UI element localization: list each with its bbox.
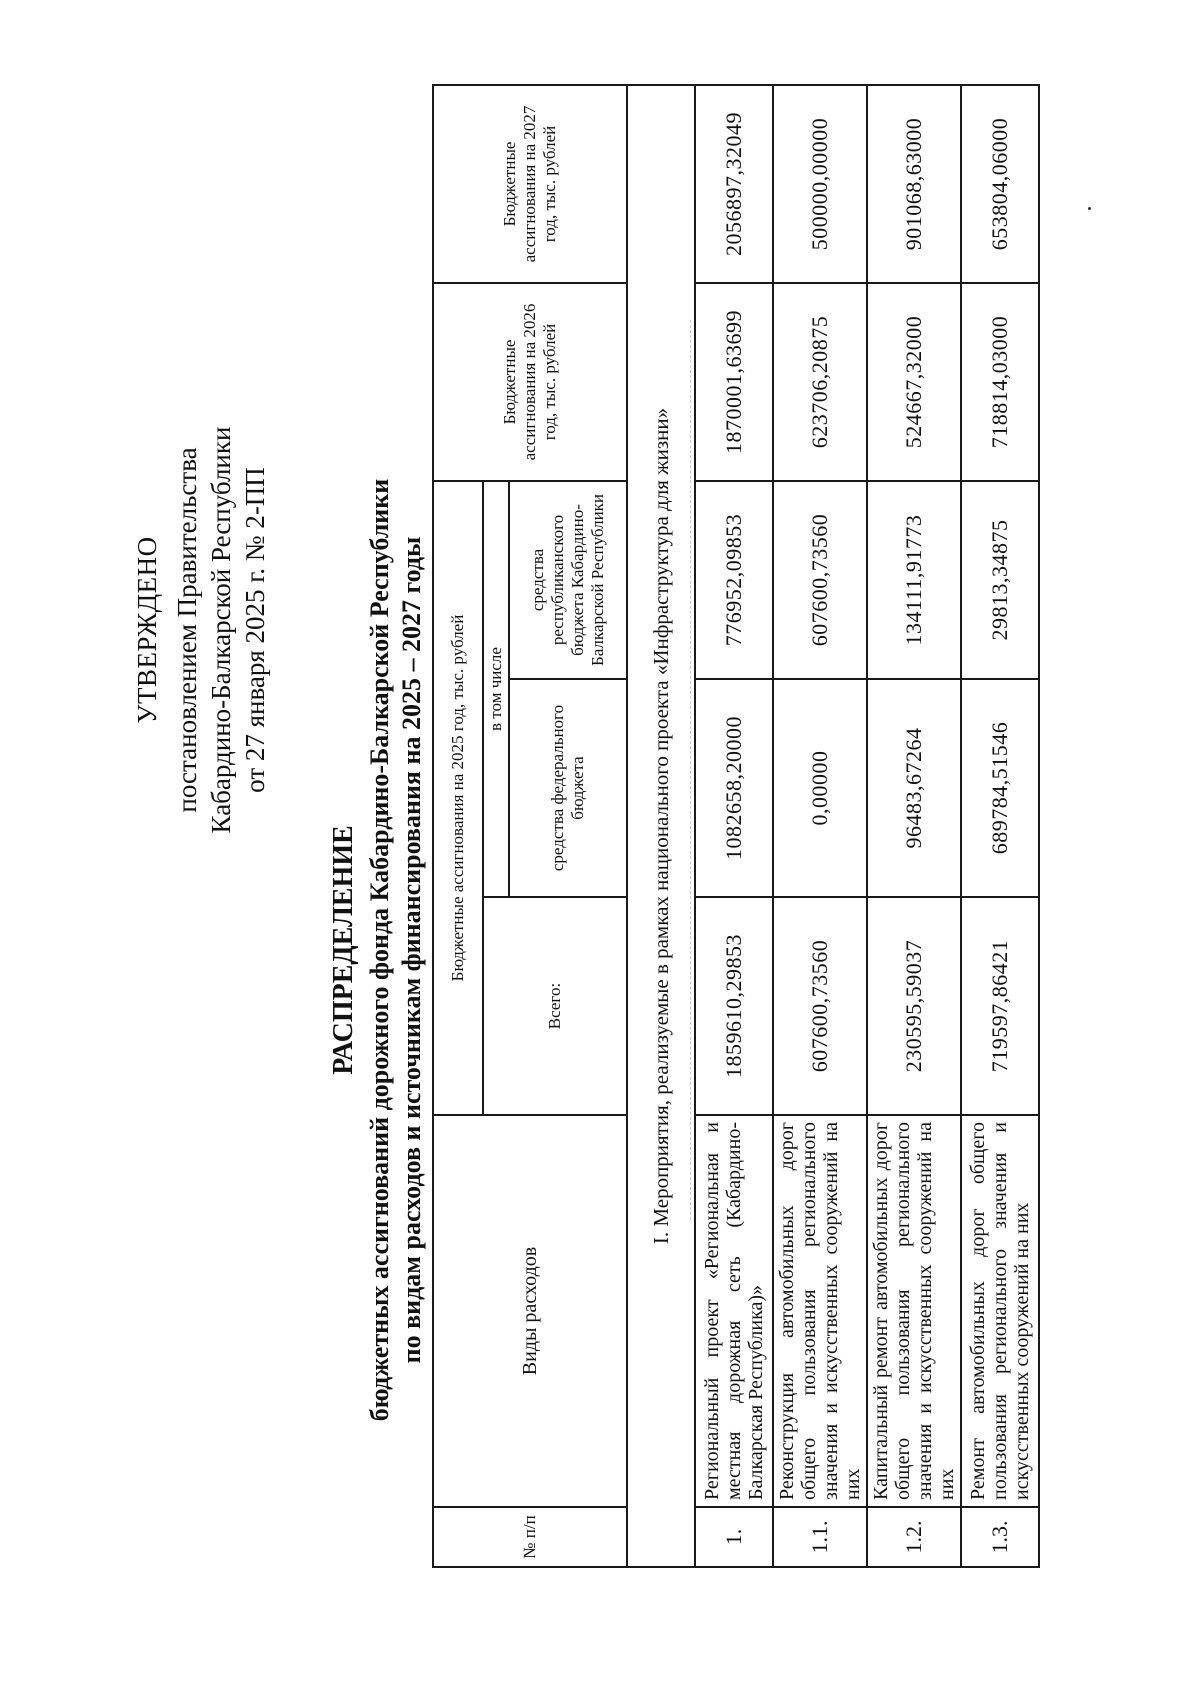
scan-speck — [1088, 207, 1091, 210]
row-total: 1859610,29853 — [695, 897, 773, 1115]
row-num: 1.3. — [961, 1507, 1039, 1567]
row-2027: 653804,06000 — [961, 85, 1039, 283]
row-total: 230595,59037 — [867, 897, 961, 1115]
row-kind: Капитальный ремонт автомобильных дорог общего пользования регионального значения и искусственных сооружений на них — [867, 1115, 961, 1507]
row-kind: Реконструкция автомобильных дорог общего пользования регионального значения и искусственных сооружений на них — [773, 1115, 867, 1507]
header-federal: средства федерального бюджета — [509, 679, 627, 897]
row-federal: 1082658,20000 — [695, 679, 773, 897]
row-republic: 776952,09853 — [695, 481, 773, 679]
row-federal: 689784,51546 — [961, 679, 1039, 897]
table-row — [867, 85, 961, 1567]
header-budget-2026: Бюджетные ассигнования на 2026 год, тыс. рублей — [433, 283, 627, 481]
budget-table — [432, 84, 1040, 1568]
row-kind: Региональный проект «Региональная и местная дорожная сеть (Кабардино-Балкарская Республика)» — [695, 1115, 773, 1507]
table-row — [961, 85, 1039, 1567]
header-republic: средства республиканского бюджета Кабардино-Балкарской Республики — [509, 481, 627, 679]
row-num: 1.1. — [773, 1507, 867, 1567]
row-total: 607600,73560 — [773, 897, 867, 1115]
row-2026: 623706,20875 — [773, 283, 867, 481]
title-main: РАСПРЕДЕЛЕНИЕ — [328, 825, 359, 1075]
approval-line-1: постановлением Правительства — [172, 447, 202, 813]
document-title — [328, 300, 428, 1600]
title-line-2: по видам расходов и источникам финансирования на 2025 – 2027 годы — [397, 536, 426, 1364]
approval-line-3: от 27 января 2025 г. № 2-ПП — [240, 467, 270, 793]
row-2026: 718814,03000 — [961, 283, 1039, 481]
row-federal: 0,00000 — [773, 679, 867, 897]
row-total: 719597,86421 — [961, 897, 1039, 1115]
row-2027: 500000,00000 — [773, 85, 867, 283]
table-row — [695, 85, 773, 1567]
approval-stamp — [130, 280, 272, 980]
section-header: I. Мероприятия, реализуемые в рамках национального проекта «Инфраструктура для жизни» — [627, 85, 695, 1567]
document-page — [60, 80, 1120, 1640]
scan-artifact-line — [690, 320, 691, 1220]
row-republic: 607600,73560 — [773, 481, 867, 679]
header-kind: Виды расходов — [433, 1115, 627, 1507]
row-republic: 29813,34875 — [961, 481, 1039, 679]
row-federal: 96483,67264 — [867, 679, 961, 897]
title-line-1: бюджетных ассигнований дорожного фонда Кабардино-Балкарской Республики — [365, 478, 394, 1422]
row-num: 1. — [695, 1507, 773, 1567]
row-num: 1.2. — [867, 1507, 961, 1567]
row-2027: 2056897,32049 — [695, 85, 773, 283]
table-row — [773, 85, 867, 1567]
approval-heading: УТВЕРЖДЕНО — [132, 536, 162, 724]
header-budget-2027: Бюджетные ассигнования на 2027 год, тыс. рублей — [433, 85, 627, 283]
row-kind: Ремонт автомобильных дорог общего пользования регионального значения и искусственных сооружений на них — [961, 1115, 1039, 1507]
header-budget-2025: Бюджетные ассигнования на 2025 год, тыс. рублей — [433, 481, 483, 1115]
header-including: в том числе — [483, 481, 509, 897]
row-2027: 901068,63000 — [867, 85, 961, 283]
header-total: Всего: — [483, 897, 627, 1115]
header-num: № п/п — [433, 1507, 627, 1567]
row-2026: 1870001,63699 — [695, 283, 773, 481]
row-republic: 134111,91773 — [867, 481, 961, 679]
row-2026: 524667,32000 — [867, 283, 961, 481]
approval-line-2: Кабардино-Балкарской Республики — [206, 426, 236, 834]
